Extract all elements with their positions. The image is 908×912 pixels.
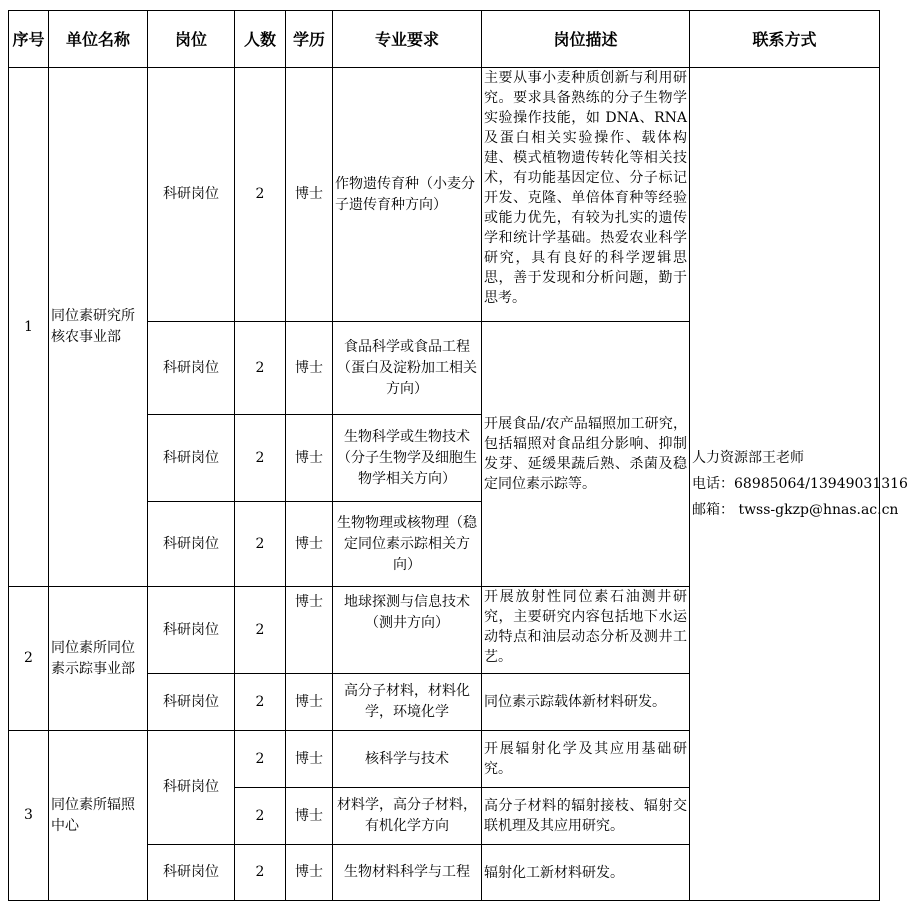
position-cell: 科研岗位 (148, 587, 235, 674)
major-cell: 材料学，高分子材料，有机化学方向 (333, 788, 482, 845)
count-cell: 2 (235, 674, 286, 731)
position-cell: 科研岗位 (148, 502, 235, 587)
header-position: 岗位 (148, 11, 235, 68)
count-cell: 2 (235, 845, 286, 901)
description-cell: 开展放射性同位素石油测井研究，主要研究内容包括地下水运动特点和油层动态分析及测井工艺。 (482, 587, 690, 674)
shared-description-cell: 开展食品/农产品辐照加工研究，包括辐照对食品组分影响、抑制发芽、延缓果蔬后熟、杀菌及稳定同位素示踪等。 (482, 322, 690, 587)
major-cell: 地球探测与信息技术（测井方向） (333, 587, 482, 674)
group-unit-1: 同位素研究所核农事业部 (49, 68, 148, 587)
header-description: 岗位描述 (482, 11, 690, 68)
position-cell: 科研岗位 (148, 845, 235, 901)
count-cell: 2 (235, 68, 286, 322)
description-cell: 高分子材料的辐射接枝、辐射交联机理及其应用研究。 (482, 788, 690, 845)
major-cell: 生物物理或核物理（稳定同位素示踪相关方向） (333, 502, 482, 587)
position-cell: 科研岗位 (148, 322, 235, 415)
degree-cell: 博士 (286, 731, 333, 788)
contact-phone: 电话：68985064/13949031316 (692, 476, 908, 492)
header-major: 专业要求 (333, 11, 482, 68)
major-cell: 作物遗传育种（小麦分子遗传育种方向） (333, 68, 482, 322)
header-degree: 学历 (286, 11, 333, 68)
contact-dept: 人力资源部王老师 (692, 450, 804, 466)
group-index-3: 3 (9, 731, 49, 901)
group-index-1: 1 (9, 68, 49, 587)
degree-cell: 博士 (286, 788, 333, 845)
count-cell: 2 (235, 788, 286, 845)
major-cell: 生物材料科学与工程 (333, 845, 482, 901)
description-cell: 辐射化工新材料研发。 (482, 845, 690, 901)
degree-cell: 博士 (286, 415, 333, 502)
description-cell: 开展辐射化学及其应用基础研究。 (482, 731, 690, 788)
header-row (9, 11, 880, 68)
table-row (9, 68, 880, 322)
degree-cell: 博士 (286, 322, 333, 415)
position-cell: 科研岗位 (148, 415, 235, 502)
degree-cell: 博士 (286, 502, 333, 587)
degree-cell: 博士 (286, 674, 333, 731)
major-cell: 生物科学或生物技术（分子生物学及细胞生物学相关方向） (333, 415, 482, 502)
count-cell: 2 (235, 322, 286, 415)
group-unit-2: 同位素所同位素示踪事业部 (49, 587, 148, 731)
position-cell: 科研岗位 (148, 674, 235, 731)
position-cell: 科研岗位 (148, 731, 235, 845)
header-contact: 联系方式 (690, 11, 880, 68)
major-cell: 核科学与技术 (333, 731, 482, 788)
count-cell: 2 (235, 502, 286, 587)
contact-email: 邮箱： twss-gkzp@hnas.ac.cn (692, 502, 899, 518)
header-unit: 单位名称 (49, 11, 148, 68)
count-cell: 2 (235, 731, 286, 788)
description-cell: 主要从事小麦种质创新与利用研究。要求具备熟练的分子生物学实验操作技能，如 DNA、RNA 及蛋白相关实验操作、载体构建、模式植物遗传转化等相关技术，有功能基因定位、分子标记开发、克隆、单倍体育种等经验或能力优先，有较为扎实的遗传学和统计学基础。热爱农业科学研究，具有良好的科学逻辑思思，善于发现和分析问题，勤于思考。 (482, 68, 690, 322)
count-cell: 2 (235, 587, 286, 674)
description-cell: 同位素示踪载体新材料研发。 (482, 674, 690, 731)
count-cell: 2 (235, 415, 286, 502)
group-index-2: 2 (9, 587, 49, 731)
group-unit-3: 同位素所辐照中心 (49, 731, 148, 901)
degree-cell: 博士 (286, 587, 333, 674)
contact-cell (690, 68, 908, 901)
major-cell: 食品科学或食品工程（蛋白及淀粉加工相关方向） (333, 322, 482, 415)
position-cell: 科研岗位 (148, 68, 235, 322)
degree-cell: 博士 (286, 845, 333, 901)
degree-cell: 博士 (286, 68, 333, 322)
header-count: 人数 (235, 11, 286, 68)
major-cell: 高分子材料，材料化学，环境化学 (333, 674, 482, 731)
header-index: 序号 (9, 11, 49, 68)
recruitment-table (8, 10, 908, 901)
